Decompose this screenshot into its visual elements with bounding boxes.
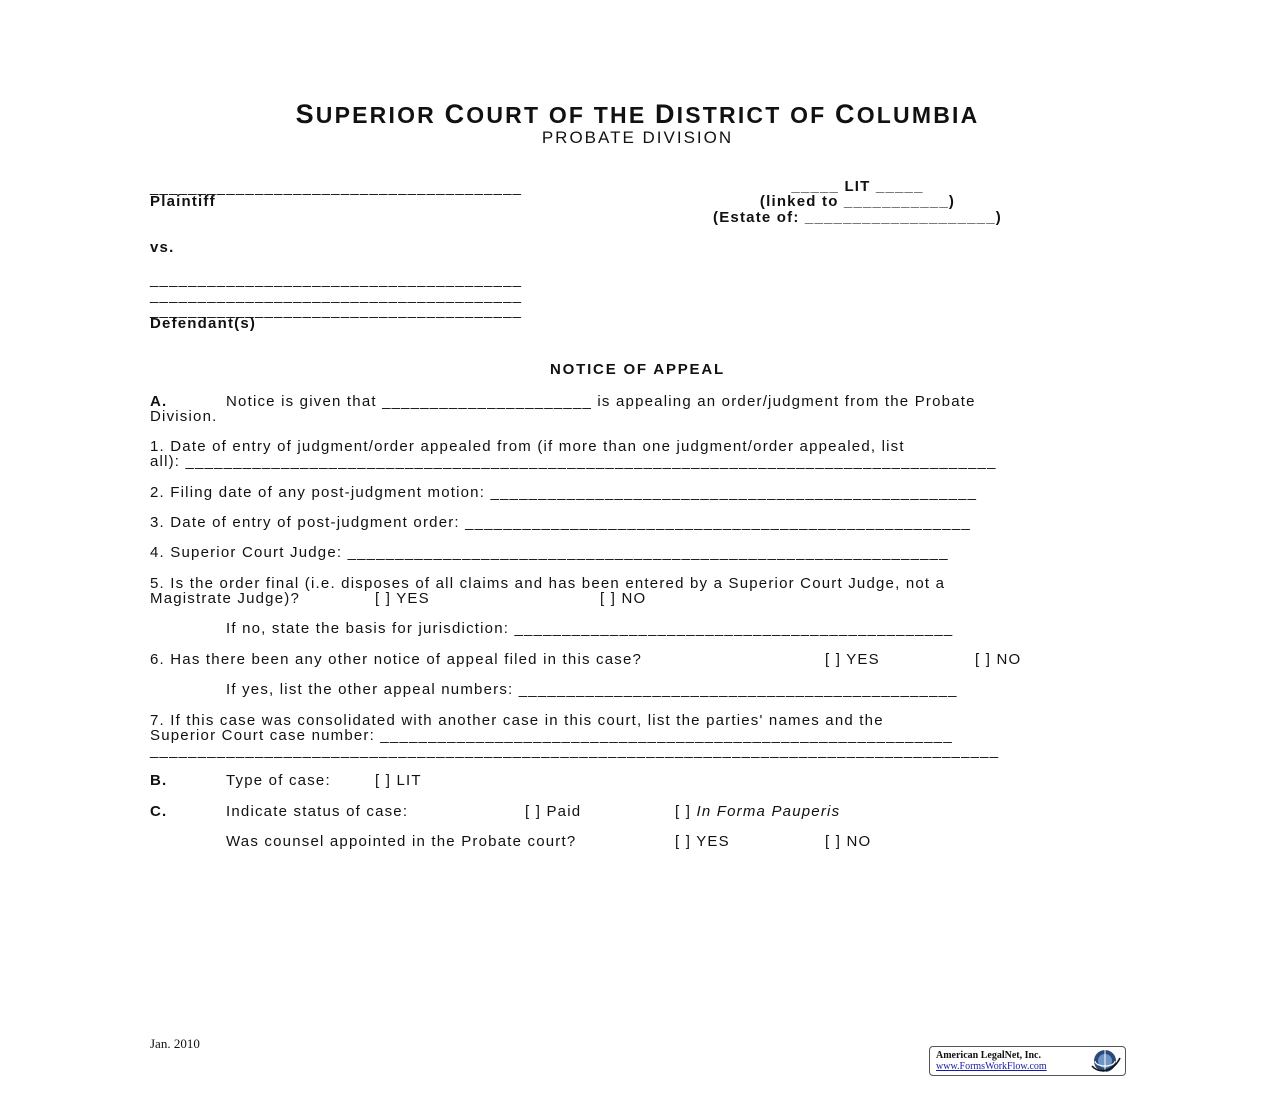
publisher-logo[interactable] xyxy=(929,1046,1126,1076)
section-b-label: B. xyxy=(150,772,168,789)
defendant-field-3[interactable]: _______________________________________ xyxy=(150,302,523,319)
paid-checkbox[interactable]: [ ] Paid xyxy=(525,803,582,820)
q7-field[interactable]: Superior Court case number: ____________________________________________________________ xyxy=(150,727,953,744)
q3-field[interactable]: 3. Date of entry of post-judgment order: _____________________________________________________ xyxy=(150,514,971,531)
q6-yes-checkbox[interactable]: [ ] YES xyxy=(825,651,880,668)
q5-jurisdiction-field[interactable]: If no, state the basis for jurisdiction: ______________________________________________ xyxy=(226,620,954,637)
q4-field[interactable]: 4. Superior Court Judge: _______________________________________________________________ xyxy=(150,544,949,561)
revision-date: Jan. 2010 xyxy=(150,1036,200,1051)
division-subtitle: PROBATE DIVISION xyxy=(541,128,734,147)
defendant-label: Defendant(s) xyxy=(150,315,257,332)
logo-name: American LegalNet, Inc. xyxy=(936,1050,1041,1061)
q6-no-checkbox[interactable]: [ ] NO xyxy=(975,651,1022,668)
estate-of-field[interactable]: (Estate of: ____________________) xyxy=(713,209,1002,226)
q7-field-2[interactable]: _________________________________________________________________________________________ xyxy=(150,742,1000,759)
q6-text: 6. Has there been any other notice of appeal filed in this case? xyxy=(150,651,643,668)
section-a-text: Division. xyxy=(150,408,218,425)
notice-heading: NOTICE OF APPEAL xyxy=(550,361,725,378)
globe-icon xyxy=(1087,1048,1123,1074)
section-a-appellant-field[interactable]: Notice is given that ______________________ is appealing an order/judgment from the Probate xyxy=(226,393,976,410)
linked-to-field[interactable]: (linked to ___________) xyxy=(759,193,956,210)
ifp-box: [ ] xyxy=(675,803,697,820)
q6-appeal-numbers-field[interactable]: If yes, list the other appeal numbers: ______________________________________________ xyxy=(226,681,958,698)
ifp-label: In Forma Pauperis xyxy=(696,803,841,820)
section-c-text: Indicate status of case: xyxy=(226,803,409,820)
counsel-no-checkbox[interactable]: [ ] NO xyxy=(825,833,872,850)
plaintiff-label: Plaintiff xyxy=(150,193,216,210)
vs-label: vs. xyxy=(150,239,175,256)
defendant-field-2[interactable]: _______________________________________ xyxy=(150,287,523,304)
logo-url[interactable]: www.FormsWorkFlow.com xyxy=(936,1061,1047,1072)
lit-checkbox[interactable]: [ ] LIT xyxy=(375,772,422,789)
in-forma-pauperis-checkbox[interactable] xyxy=(675,804,840,819)
q7-text: 7. If this case was consolidated with another case in this court, list the parties' names and the xyxy=(150,712,884,729)
q5-no-checkbox[interactable]: [ ] NO xyxy=(600,590,647,607)
counsel-question: Was counsel appointed in the Probate court? xyxy=(226,833,577,850)
q5-text-2: Magistrate Judge)? xyxy=(150,590,301,607)
plaintiff-field[interactable]: _______________________________________ xyxy=(150,179,523,196)
defendant-field-1[interactable]: _______________________________________ xyxy=(150,271,523,288)
case-number-field[interactable]: _____ LIT _____ xyxy=(791,178,924,195)
counsel-yes-checkbox[interactable]: [ ] YES xyxy=(675,833,730,850)
court-title: SUPERIOR COURT OF THE DISTRICT OF COLUMBIA xyxy=(295,99,980,129)
q1-field[interactable]: all): _____________________________________________________________________________________ xyxy=(150,453,997,470)
q5-text: 5. Is the order final (i.e. disposes of all claims and has been entered by a Superior Court Judge, not a xyxy=(150,575,946,592)
q2-field[interactable]: 2. Filing date of any post-judgment motion: ___________________________________________________ xyxy=(150,484,978,501)
section-c-label: C. xyxy=(150,803,168,820)
q1-text: 1. Date of entry of judgment/order appealed from (if more than one judgment/order appealed, list xyxy=(150,438,905,455)
section-b-text: Type of case: xyxy=(226,772,331,789)
section-a-label: A. xyxy=(150,393,168,410)
q5-yes-checkbox[interactable]: [ ] YES xyxy=(375,590,430,607)
